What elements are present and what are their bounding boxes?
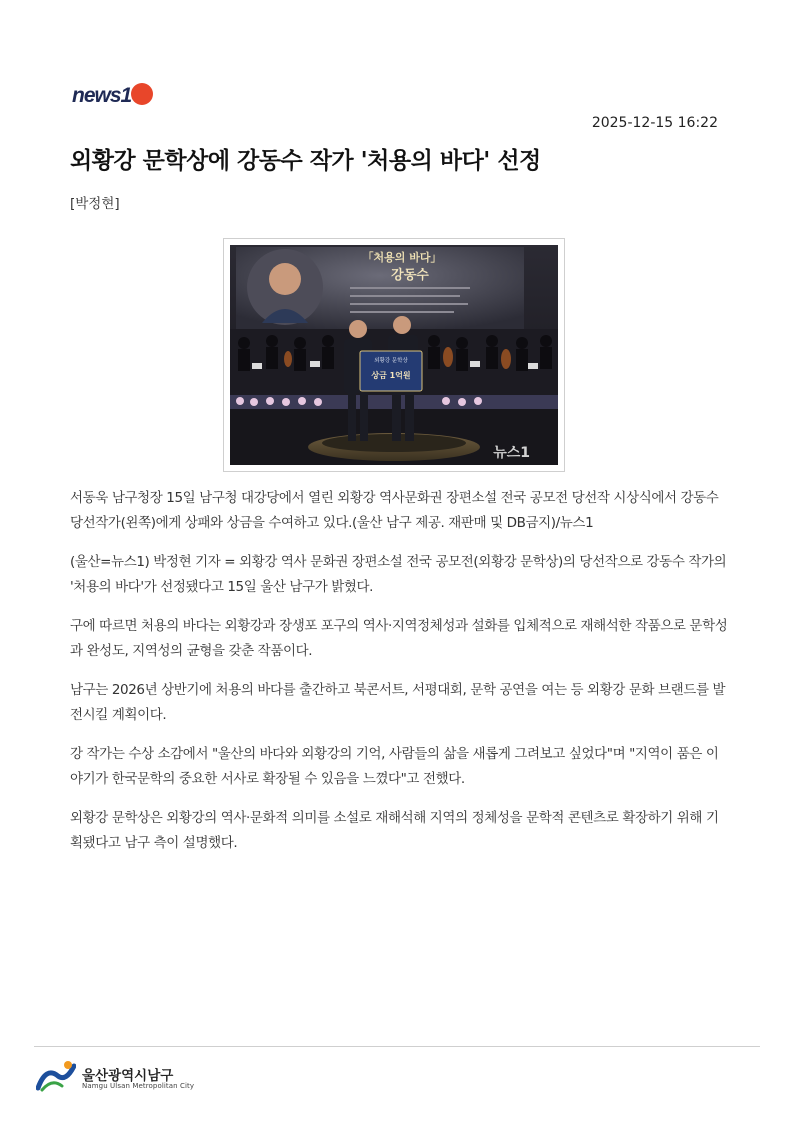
article-paragraph: 남구는 2026년 상반기에 처용의 바다를 출간하고 북콘서트, 서평대회, 문학 공연을 여는 등 외황강 문화 브랜드를 발전시킬 계획이다. xyxy=(70,682,726,723)
article-body xyxy=(70,486,730,870)
photo-watermark: 뉴스1 xyxy=(493,445,530,461)
article-datetime: 2025-12-15 16:22 xyxy=(591,115,718,131)
photo-banner-title: 「처용의 바다」 xyxy=(362,251,442,264)
ceremony-photo xyxy=(230,245,558,465)
footer-org-name-en: Namgu Ulsan Metropolitan City xyxy=(82,1082,195,1090)
article-photo-frame xyxy=(223,238,565,472)
article-title: 외황강 문학상에 강동수 작가 '처용의 바다' 선정 xyxy=(70,148,541,174)
article-paragraph: (울산=뉴스1) 박정현 기자 = 외황강 역사 문화권 장편소설 전국 공모전(외황강 문학상)의 당선작으로 강동수 작가의 '처용의 바다'가 선정됐다고 15일 울산 남구가 밝혔다. xyxy=(70,554,727,595)
photo-board-top: 외황강 문학상 xyxy=(374,358,408,364)
photo-board-prize: 상금 1억원 xyxy=(371,371,411,380)
news1-logo xyxy=(72,80,154,112)
article-paragraph: 외황강 문학상은 외황강의 역사·문화적 의미를 소설로 재해석해 지역의 정체성을 문학적 콘텐츠로 확장하기 위해 기획됐다고 남구 측이 설명했다. xyxy=(70,810,719,851)
namgu-emblem-icon xyxy=(36,1058,76,1092)
article-paragraph: 강 작가는 수상 소감에서 "울산의 바다와 외황강의 기억, 사람들의 삶을 새롭게 그려보고 싶었다"며 "지역이 품은 이야기가 한국문학의 중요한 서사로 확장될 수 있음을 느꼈다"고 전했다. xyxy=(70,746,719,787)
footer-divider xyxy=(34,1046,760,1047)
photo-banner-author: 강동수 xyxy=(391,268,429,283)
photo-caption: 서동욱 남구청장 15일 남구청 대강당에서 열린 외황강 역사문화권 장편소설 전국 공모전 당선작 시상식에서 강동수 당선작가(왼쪽)에게 상패와 상금을 수여하고 있다.(울산 남구 제공. 재판매 및 DB금지)/뉴스1 xyxy=(70,490,719,531)
news1-logo-text: news1 xyxy=(72,84,132,107)
article-byline: [박정현] xyxy=(70,196,120,212)
footer-org-name: 울산광역시남구 xyxy=(82,1068,174,1084)
article-paragraph: 구에 따르면 처용의 바다는 외황강과 장생포 포구의 역사·지역정체성과 설화를 입체적으로 재해석한 작품으로 문학성과 완성도, 지역성의 균형을 갖춘 작품이다. xyxy=(70,618,728,659)
